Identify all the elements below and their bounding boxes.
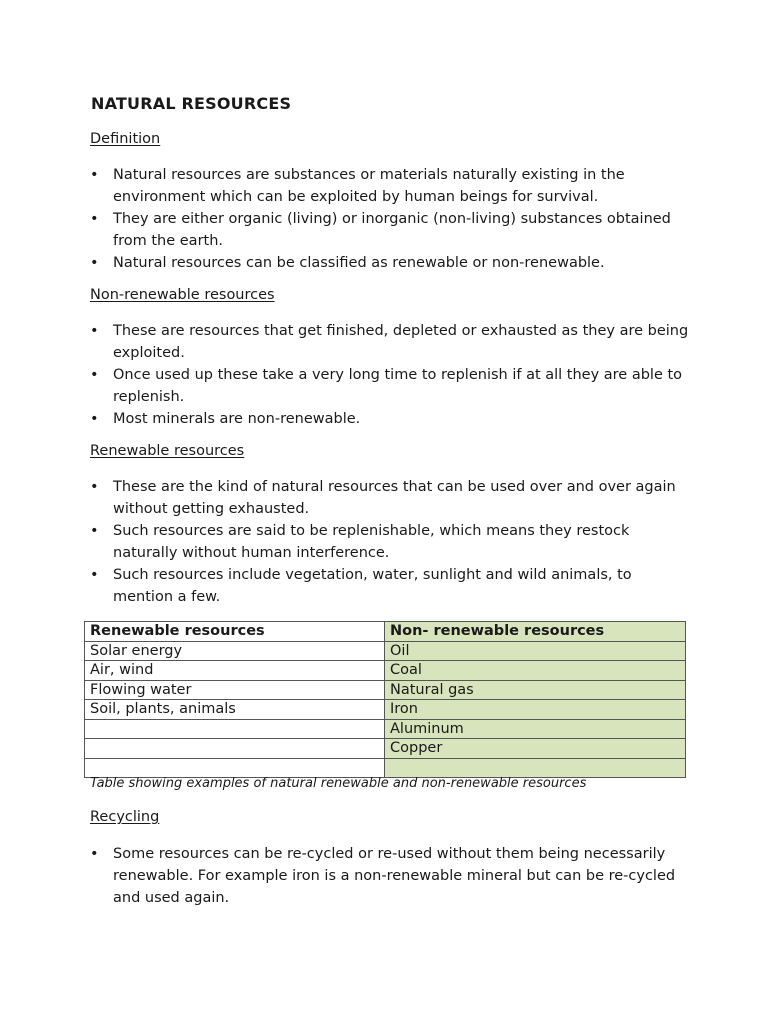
renewable-list	[90, 476, 690, 608]
table-cell-non-renewable: Iron	[385, 700, 686, 720]
table-cell-non-renewable: Aluminum	[385, 719, 686, 739]
table-row	[85, 739, 686, 759]
resources-table	[84, 621, 686, 778]
table-cell-non-renewable: Coal	[385, 661, 686, 681]
table-header-non-renewable: Non- renewable resources	[385, 622, 686, 642]
list-item: • Some resources can be re-cycled or re-used without them being necessarily renewable. For example iron is a non-renewable mineral but can be re-cycled and used again.	[90, 843, 690, 909]
table-cell-renewable: Soil, plants, animals	[85, 700, 385, 720]
table-cell-non-renewable	[385, 758, 686, 778]
table-row	[85, 661, 686, 681]
heading-definition: Definition	[90, 131, 161, 147]
non-renewable-list	[90, 320, 690, 430]
table-row	[85, 680, 686, 700]
table-cell-non-renewable: Oil	[385, 641, 686, 661]
table-cell-renewable: Solar energy	[85, 641, 385, 661]
table-cell-renewable	[85, 719, 385, 739]
list-item: • Natural resources can be classified as renewable or non-renewable.	[90, 252, 690, 274]
list-item: • Such resources include vegetation, water, sunlight and wild animals, to mention a few.	[90, 564, 690, 608]
definition-list	[90, 164, 690, 274]
table-row	[85, 758, 686, 778]
heading-renewable: Renewable resources	[90, 443, 245, 459]
list-item: • These are resources that get finished, depleted or exhausted as they are being exploited.	[90, 320, 690, 364]
table-row	[85, 641, 686, 661]
table-cell-renewable	[85, 758, 385, 778]
recycling-list	[90, 843, 690, 909]
heading-non-renewable: Non-renewable resources	[90, 287, 275, 303]
table-cell-renewable: Air, wind	[85, 661, 385, 681]
list-item: • These are the kind of natural resources that can be used over and over again without getting exhausted.	[90, 476, 690, 520]
list-item: • Natural resources are substances or materials naturally existing in the environment which can be exploited by human beings for survival.	[90, 164, 690, 208]
table-row	[85, 700, 686, 720]
table-cell-renewable: Flowing water	[85, 680, 385, 700]
heading-recycling: Recycling	[90, 809, 160, 825]
table-header-row	[85, 622, 686, 642]
table-header-renewable: Renewable resources	[85, 622, 385, 642]
page-title: NATURAL RESOURCES	[91, 94, 292, 113]
table-cell-non-renewable: Natural gas	[385, 680, 686, 700]
table-caption: Table showing examples of natural renewable and non-renewable resources	[90, 776, 587, 791]
list-item: • Once used up these take a very long time to replenish if at all they are able to replenish.	[90, 364, 690, 408]
list-item: • Such resources are said to be replenishable, which means they restock naturally without human interference.	[90, 520, 690, 564]
table-cell-renewable	[85, 739, 385, 759]
table-cell-non-renewable: Copper	[385, 739, 686, 759]
list-item: • They are either organic (living) or inorganic (non-living) substances obtained from the earth.	[90, 208, 690, 252]
list-item: • Most minerals are non-renewable.	[90, 408, 690, 430]
table-row	[85, 719, 686, 739]
